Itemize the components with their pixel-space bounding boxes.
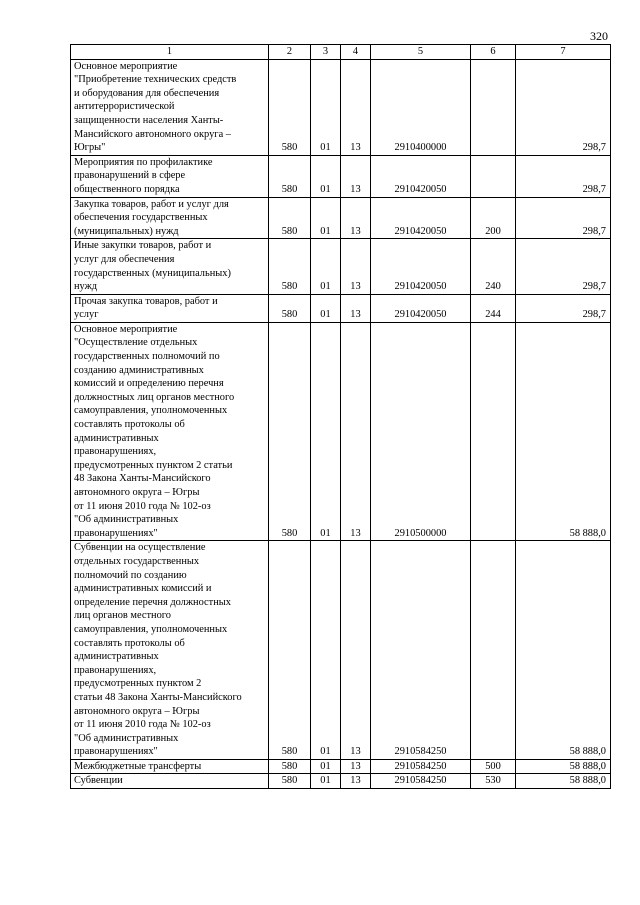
cell-code-3: 01 [311,322,341,541]
cell-code-2: 580 [269,294,311,322]
page-number: 320 [590,29,608,43]
table-row [71,155,611,197]
cell-code-4: 13 [341,294,371,322]
cell-amount: 58 888,0 [516,774,611,789]
column-header: 6 [471,45,516,60]
table-row [71,322,611,541]
table-row [71,59,611,155]
cell-code-5: 2910584250 [371,541,471,760]
cell-code-2: 580 [269,59,311,155]
cell-code-3: 01 [311,239,341,294]
row-name: Основное мероприятие "Приобретение технических средств и оборудования для обеспечения антитеррористической защищенности населения Ханты- Мансийского автономного округа – Югры" [71,59,269,155]
table-row [71,294,611,322]
cell-code-2: 580 [269,322,311,541]
cell-code-5: 2910584250 [371,759,471,774]
cell-code-3: 01 [311,759,341,774]
cell-code-4: 13 [341,759,371,774]
cell-code-4: 13 [341,774,371,789]
row-name: Субвенции [71,774,269,789]
cell-code-2: 580 [269,197,311,239]
column-header: 2 [269,45,311,60]
column-header: 4 [341,45,371,60]
cell-code-6 [471,59,516,155]
column-header: 5 [371,45,471,60]
row-name: Закупка товаров, работ и услуг для обеспечения государственных (муниципальных) нужд [71,197,269,239]
cell-code-3: 01 [311,294,341,322]
cell-code-2: 580 [269,774,311,789]
cell-code-4: 13 [341,59,371,155]
cell-amount: 58 888,0 [516,759,611,774]
cell-code-6: 200 [471,197,516,239]
row-name: Субвенции на осуществление отдельных государственных полномочий по созданию административных комиссий и определение перечня должностных лиц органов местного самоуправления, уполномоченных составлять протоколы об административных правонарушениях, предусмотренных пунктом 2 статьи 48 Закона Ханты-Мансийского автономного округа – Югры от 11 июня 2010 года № 102-оз "Об административных правонарушениях" [71,541,269,760]
cell-code-5: 2910400000 [371,59,471,155]
cell-amount: 298,7 [516,294,611,322]
cell-code-6 [471,155,516,197]
cell-amount: 298,7 [516,59,611,155]
cell-code-4: 13 [341,155,371,197]
table-row [71,759,611,774]
cell-code-4: 13 [341,197,371,239]
cell-code-6: 500 [471,759,516,774]
table-header-row [71,45,611,60]
cell-amount: 58 888,0 [516,322,611,541]
table-row [71,774,611,789]
cell-code-5: 2910420050 [371,155,471,197]
cell-code-3: 01 [311,774,341,789]
column-header: 1 [71,45,269,60]
cell-code-5: 2910584250 [371,774,471,789]
cell-code-6 [471,322,516,541]
table-row [71,197,611,239]
row-name: Мероприятия по профилактике правонарушений в сфере общественного порядка [71,155,269,197]
cell-code-3: 01 [311,541,341,760]
cell-code-6: 530 [471,774,516,789]
cell-code-5: 2910420050 [371,197,471,239]
cell-code-6: 244 [471,294,516,322]
cell-code-2: 580 [269,541,311,760]
cell-code-4: 13 [341,239,371,294]
cell-code-3: 01 [311,155,341,197]
cell-code-3: 01 [311,197,341,239]
cell-code-4: 13 [341,541,371,760]
cell-code-2: 580 [269,759,311,774]
table-row [71,239,611,294]
cell-code-2: 580 [269,155,311,197]
row-name: Межбюджетные трансферты [71,759,269,774]
cell-code-5: 2910500000 [371,322,471,541]
cell-code-6 [471,541,516,760]
cell-code-6: 240 [471,239,516,294]
column-header: 3 [311,45,341,60]
cell-code-4: 13 [341,322,371,541]
row-name: Прочая закупка товаров, работ и услуг [71,294,269,322]
row-name: Иные закупки товаров, работ и услуг для обеспечения государственных (муниципальных) нужд [71,239,269,294]
row-name: Основное мероприятие "Осуществление отдельных государственных полномочий по созданию административных комиссий и определению перечня должностных лиц органов местного самоуправления, уполномоченных составлять протоколы об административных правонарушениях, предусмотренных пунктом 2 статьи 48 Закона Ханты-Мансийского автономного округа – Югры от 11 июня 2010 года № 102-оз "Об административных правонарушениях" [71,322,269,541]
budget-table [70,44,611,789]
column-header: 7 [516,45,611,60]
cell-amount: 298,7 [516,155,611,197]
table-row [71,541,611,760]
cell-code-2: 580 [269,239,311,294]
cell-amount: 298,7 [516,197,611,239]
cell-amount: 58 888,0 [516,541,611,760]
cell-code-3: 01 [311,59,341,155]
cell-code-5: 2910420050 [371,294,471,322]
cell-code-5: 2910420050 [371,239,471,294]
cell-amount: 298,7 [516,239,611,294]
